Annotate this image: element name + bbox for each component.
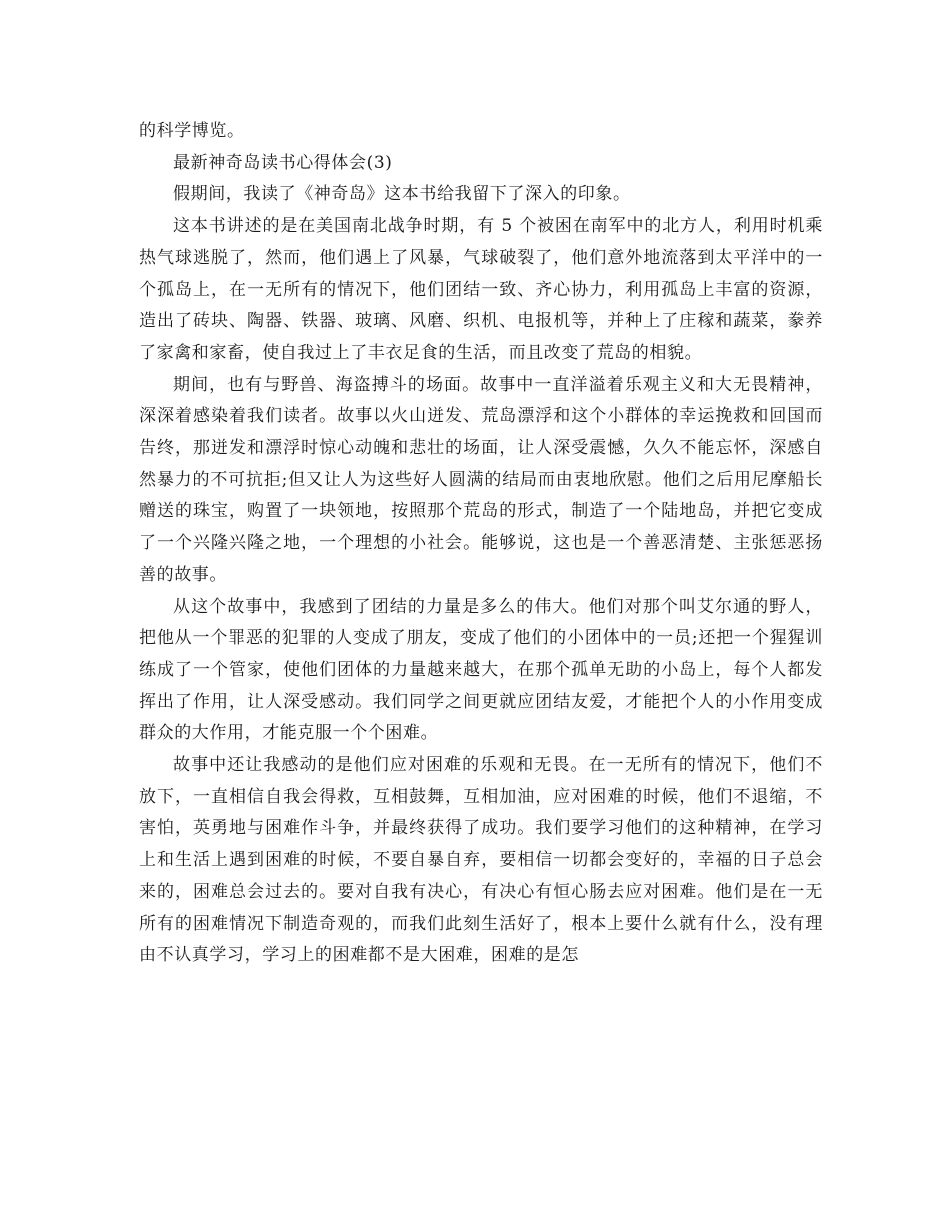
paragraph: 这本书讲述的是在美国南北战争时期，有 5 个被困在南军中的北方人，利用时机乘热气球逃脱了，然而，他们遇上了风暴，气球破裂了，他们意外地流落到太平洋中的一个孤岛上，在一无所有的情况下，他们团结一致、齐心协力，利用孤岛上丰富的资源，造出了砖块、陶器、铁器、玻璃、风磨、织机、电报机等，并种上了庄稼和蔬菜，豢养了家禽和家畜，使自我过上了丰衣足食的生活，而且改变了荒岛的相貌。 xyxy=(139,216,823,363)
paragraph-continuation: 的科学博览。 xyxy=(139,121,245,141)
document-body xyxy=(139,116,823,972)
paragraph: 故事中还让我感动的是他们应对困难的乐观和无畏。在一无所有的情况下，他们不放下，一直相信自我会得救，互相鼓舞，互相加油，应对困难的时候，他们不退缩，不害怕，英勇地与困难作斗争，并最终获得了成功。我们要学习他们的这种精神，在学习上和生活上遇到困难的时候，不要自暴自弃，要相信一切都会变好的，幸福的日子总会来的，困难总会过去的。要对自我有决心，有决心有恒心肠去应对困难。他们是在一无所有的困难情况下制造奇观的，而我们此刻生活好了，根本上要什么就有什么，没有理由不认真学习，学习上的困难都不是大困难，困难的是怎 xyxy=(139,755,823,966)
paragraph: 期间，也有与野兽、海盗搏斗的场面。故事中一直洋溢着乐观主义和大无畏精神，深深着感染着我们读者。故事以火山迸发、荒岛漂浮和这个小群体的幸运挽救和回国而告终，那迸发和漂浮时惊心动魄和悲壮的场面，让人深受震憾，久久不能忘怀，深感自然暴力的不可抗拒;但又让人为这些好人圆满的结局而由衷地欣慰。他们之后用尼摩船长赠送的珠宝，购置了一块领地，按照那个荒岛的形式，制造了一个陆地岛，并把它变成了一个兴隆兴隆之地，一个理想的小社会。能够说，这也是一个善恶清楚、主张惩恶扬善的故事。 xyxy=(139,374,823,585)
paragraph: 从这个故事中，我感到了团结的力量是多么的伟大。他们对那个叫艾尔通的野人，把他从一个罪恶的犯罪的人变成了朋友，变成了他们的小团体中的一员;还把一个猩猩训练成了一个管家，使他们团体的力量越来越大，在那个孤单无助的小岛上，每个人都发挥出了作用，让人深受感动。我们同学之间更就应团结友爱，才能把个人的小作用变成群众的大作用，才能克服一个个困难。 xyxy=(139,596,823,744)
section-heading: 最新神奇岛读书心得体会(3) xyxy=(173,152,393,173)
paragraph: 假期间，我读了《神奇岛》这本书给我留下了深入的印象。 xyxy=(173,184,631,205)
